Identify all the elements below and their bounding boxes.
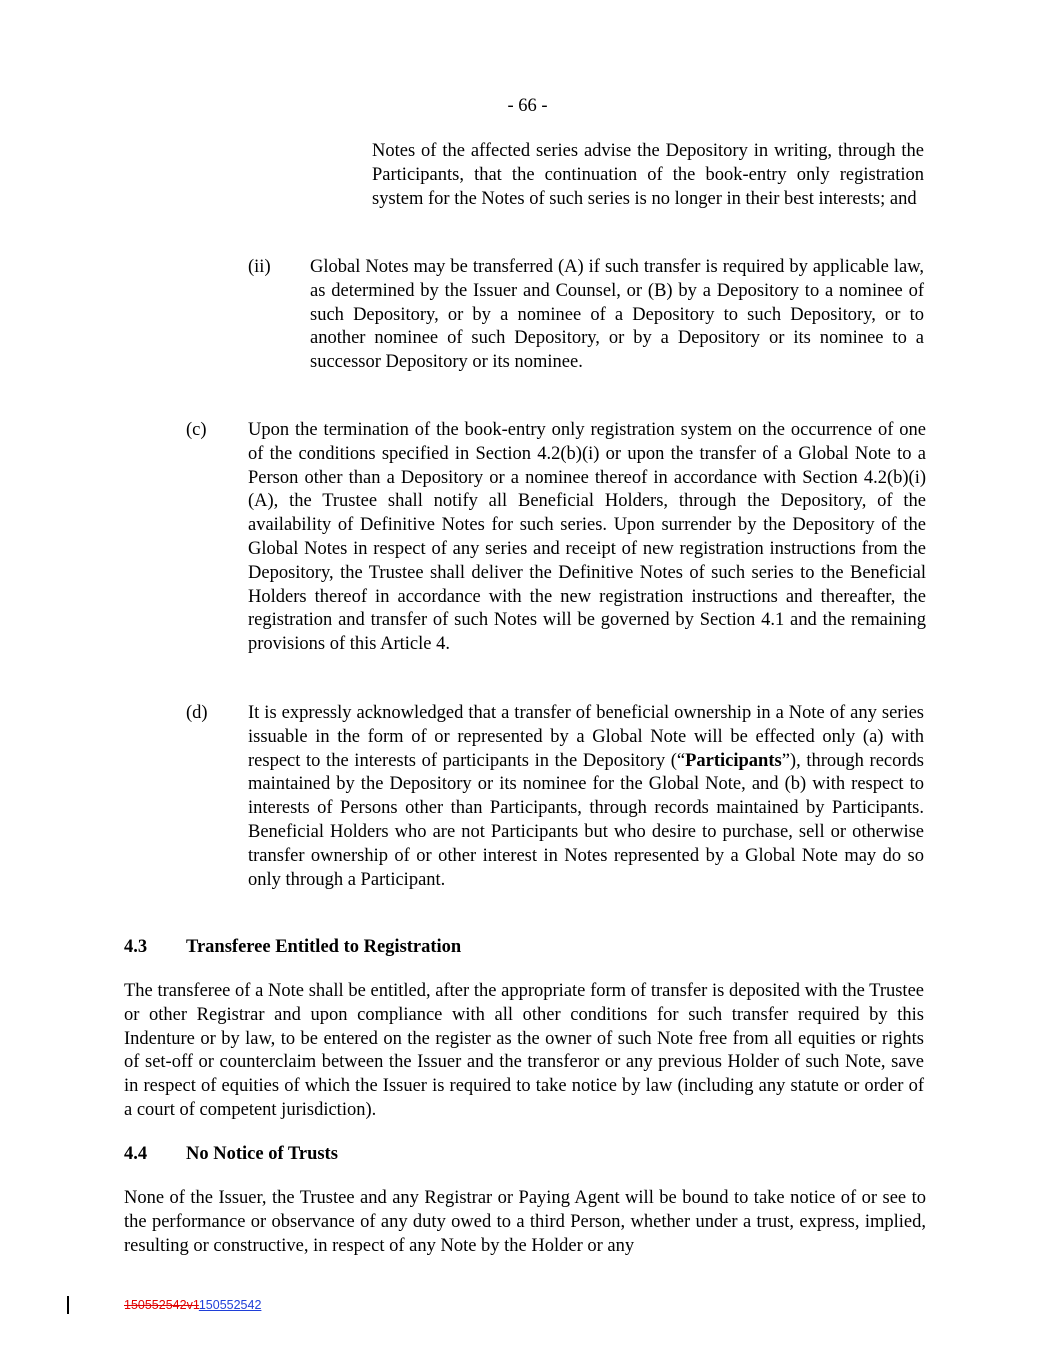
item-d-text-after: ”), through records maintained by the Depository or its nominee for the Global Note, and (b) with respect to interests of Persons other than Participants, through records maintained by Participants. Beneficial Holders who are not Participants but who desire to purchase, sell or otherwise transfer ownership of or other interest in Notes represented by a Global Note may do so only through a Participant. [248, 750, 924, 890]
section-4-3-number: 4.3 [124, 937, 148, 957]
continuation-text: Notes of the affected series advise the Depository in writing, through the Participants, that the continuation of the book-entry only registration system for the Notes of such series is no longer in their best interests; and [372, 141, 924, 209]
item-d-text-before: It is expressly acknowledged that a transfer of beneficial ownership in a Note of any series issuable in the form of or represented by a Global Note will be effected only (a) with respect to the interests of participants in the Depository (“ [248, 703, 924, 771]
item-d-label: (d) [186, 703, 208, 723]
section-4-3-heading [124, 936, 461, 960]
section-4-3-paragraph [124, 980, 924, 1123]
defined-term-participants: Participants [685, 750, 782, 771]
document-id-footer [124, 1298, 261, 1313]
item-c-label: (c) [186, 420, 207, 440]
section-4-3-title: Transferee Entitled to Registration [186, 937, 462, 957]
page-number: - 66 - [507, 96, 548, 116]
item-ii-paragraph [310, 256, 924, 375]
section-4-4-paragraph [124, 1187, 926, 1258]
item-ii-text: Global Notes may be transferred (A) if such transfer is required by applicable law, as determined by the Issuer and Counsel, or (B) by a Depository to a nominee of such Depository, or by a nominee of a Depository to such Depository, or to another nominee of such Depository, or by a Depository or its nominee to a successor Depository or its nominee. [310, 257, 924, 373]
deleted-document-id: 150552542v1 [124, 1298, 199, 1312]
section-4-4-number: 4.4 [124, 1144, 148, 1164]
item-ii-label: (ii) [248, 257, 271, 277]
item-d-text [248, 702, 924, 892]
item-c-paragraph [248, 419, 926, 657]
item-c-text: Upon the termination of the book-entry only registration system on the occurrence of one of the conditions specified in Section 4.2(b)(i) or upon the transfer of a Global Note to a Person other than a Depository or a nominee thereof in accordance with Section 4.2(b)(i)(A), the Trustee shall notify all Beneficial Holders, through the Depository, of the availability of Definitive Notes for such series. Upon surrender by the Depository of the Global Notes in respect of any series and receipt of new registration instructions from the Depository, the Trustee shall deliver the Definitive Notes of such series to the Beneficial Holders thereof in accordance with the new registration instructions and thereafter, the registration and transfer of such Notes will be governed by Section 4.1 and the remaining provisions of this Article 4. [248, 420, 926, 655]
section-4-4-heading [124, 1143, 338, 1167]
section-4-4-text: None of the Issuer, the Trustee and any Registrar or Paying Agent will be bound to take notice of or see to the performance or observance of any duty owed to a third Person, whether under a trust, express, implied, resulting or constructive, in respect of any Note by the Holder or any [124, 1188, 926, 1256]
continuation-paragraph [372, 140, 924, 211]
item-d-paragraph [248, 702, 924, 892]
section-4-3-text: The transferee of a Note shall be entitled, after the appropriate form of transfer is deposited with the Trustee or other Registrar and upon compliance with all other conditions for such transfer required by this Indenture or by law, to be entered on the register as the owner of such Note free from all equities or rights of set-off or counterclaim between the Issuer and the transferor or any previous Holder of such Note, save in respect of equities of which the Issuer is required to take notice by law (including any statute or order of a court of competent jurisdiction). [124, 981, 924, 1120]
inserted-document-id: 150552542 [198, 1298, 262, 1312]
section-4-4-title: No Notice of Trusts [186, 1144, 338, 1164]
change-bar [67, 1296, 69, 1314]
